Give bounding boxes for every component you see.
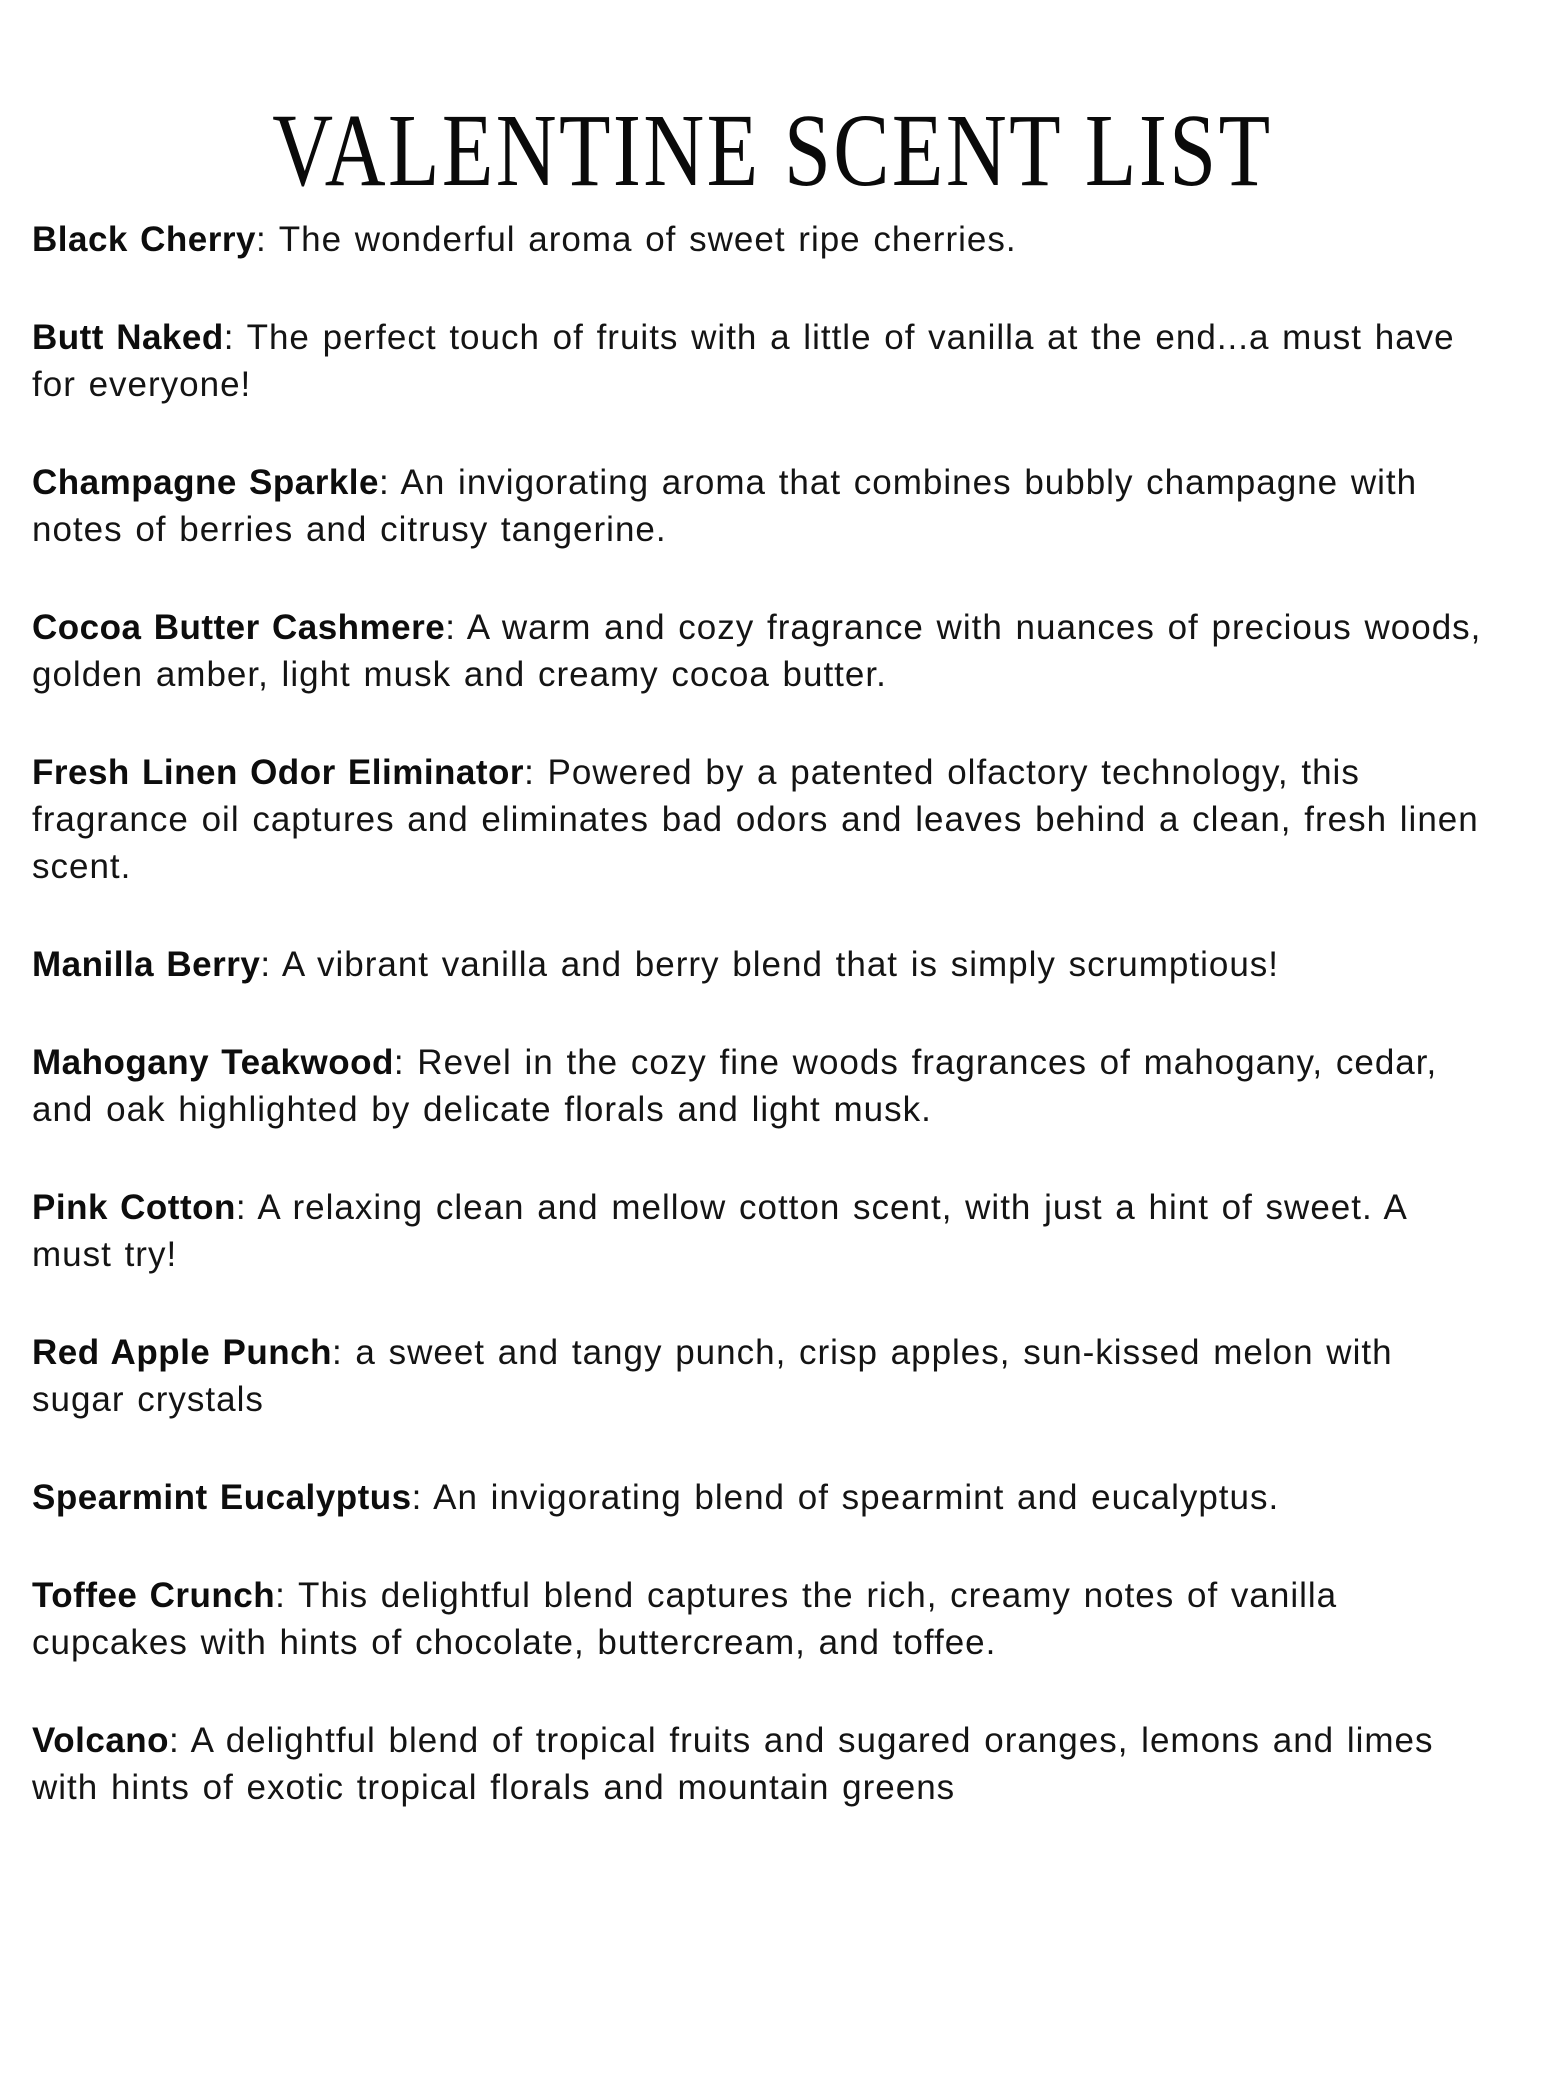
scent-item [32,1717,1495,1811]
scent-description: : The wonderful aroma of sweet ripe cherries. [255,220,1017,259]
scent-item [32,941,1495,988]
scent-name: Fresh Linen Odor Eliminator [32,753,525,792]
scent-item [32,1329,1495,1423]
page-title [0,91,1545,210]
scent-description: : A relaxing clean and mellow cotton scent, with just a hint of sweet. A must try! [32,1188,1406,1274]
scent-description: : A warm and cozy fragrance with nuances of precious woods, golden amber, light musk and creamy cocoa butter. [32,608,1482,694]
scent-item [32,459,1495,553]
scent-name: Volcano [32,1721,170,1760]
scent-name: Mahogany Teakwood [32,1043,394,1082]
scent-description: : a sweet and tangy punch, crisp apples, sun-kissed melon with sugar crystals [32,1333,1393,1419]
scent-name: Butt Naked [32,318,224,357]
scent-description: : Powered by a patented olfactory technology, this fragrance oil captures and eliminates bad odors and leaves behind a clean, fresh linen scent. [32,753,1479,886]
scent-description: : Revel in the cozy fine woods fragrances of mahogany, cedar, and oak highlighted by delicate florals and light musk. [32,1043,1438,1129]
scent-description: : The perfect touch of fruits with a little of vanilla at the end...a must have for everyone! [32,318,1455,404]
scent-list [0,216,1545,1811]
document-page [0,91,1545,2091]
scent-item [32,604,1495,698]
scent-name: Manilla Berry [32,945,261,984]
scent-name: Black Cherry [32,220,256,259]
scent-name: Toffee Crunch [32,1576,276,1615]
scent-description: : An invigorating aroma that combines bubbly champagne with notes of berries and citrusy tangerine. [32,463,1418,549]
scent-name: Spearmint Eucalyptus [32,1478,412,1517]
scent-name: Champagne Sparkle [32,463,379,502]
scent-name: Cocoa Butter Cashmere [32,608,446,647]
scent-item [32,314,1495,408]
scent-description: : A delightful blend of tropical fruits and sugared oranges, lemons and limes with hints of exotic tropical florals and mountain greens [32,1721,1434,1807]
scent-item [32,749,1495,890]
scent-item [32,1184,1495,1278]
page-title-text: VALENTINE SCENT LIST [272,93,1273,208]
scent-item [32,1572,1495,1666]
scent-description: : A vibrant vanilla and berry blend that is simply scrumptious! [260,945,1280,984]
scent-item [32,216,1495,263]
scent-description: : This delightful blend captures the rich, creamy notes of vanilla cupcakes with hints of chocolate, buttercream, and toffee. [32,1576,1338,1662]
scent-item [32,1039,1495,1133]
scent-name: Red Apple Punch [32,1333,332,1372]
scent-item [32,1474,1495,1521]
scent-description: : An invigorating blend of spearmint and eucalyptus. [411,1478,1280,1517]
scent-name: Pink Cotton [32,1188,236,1227]
